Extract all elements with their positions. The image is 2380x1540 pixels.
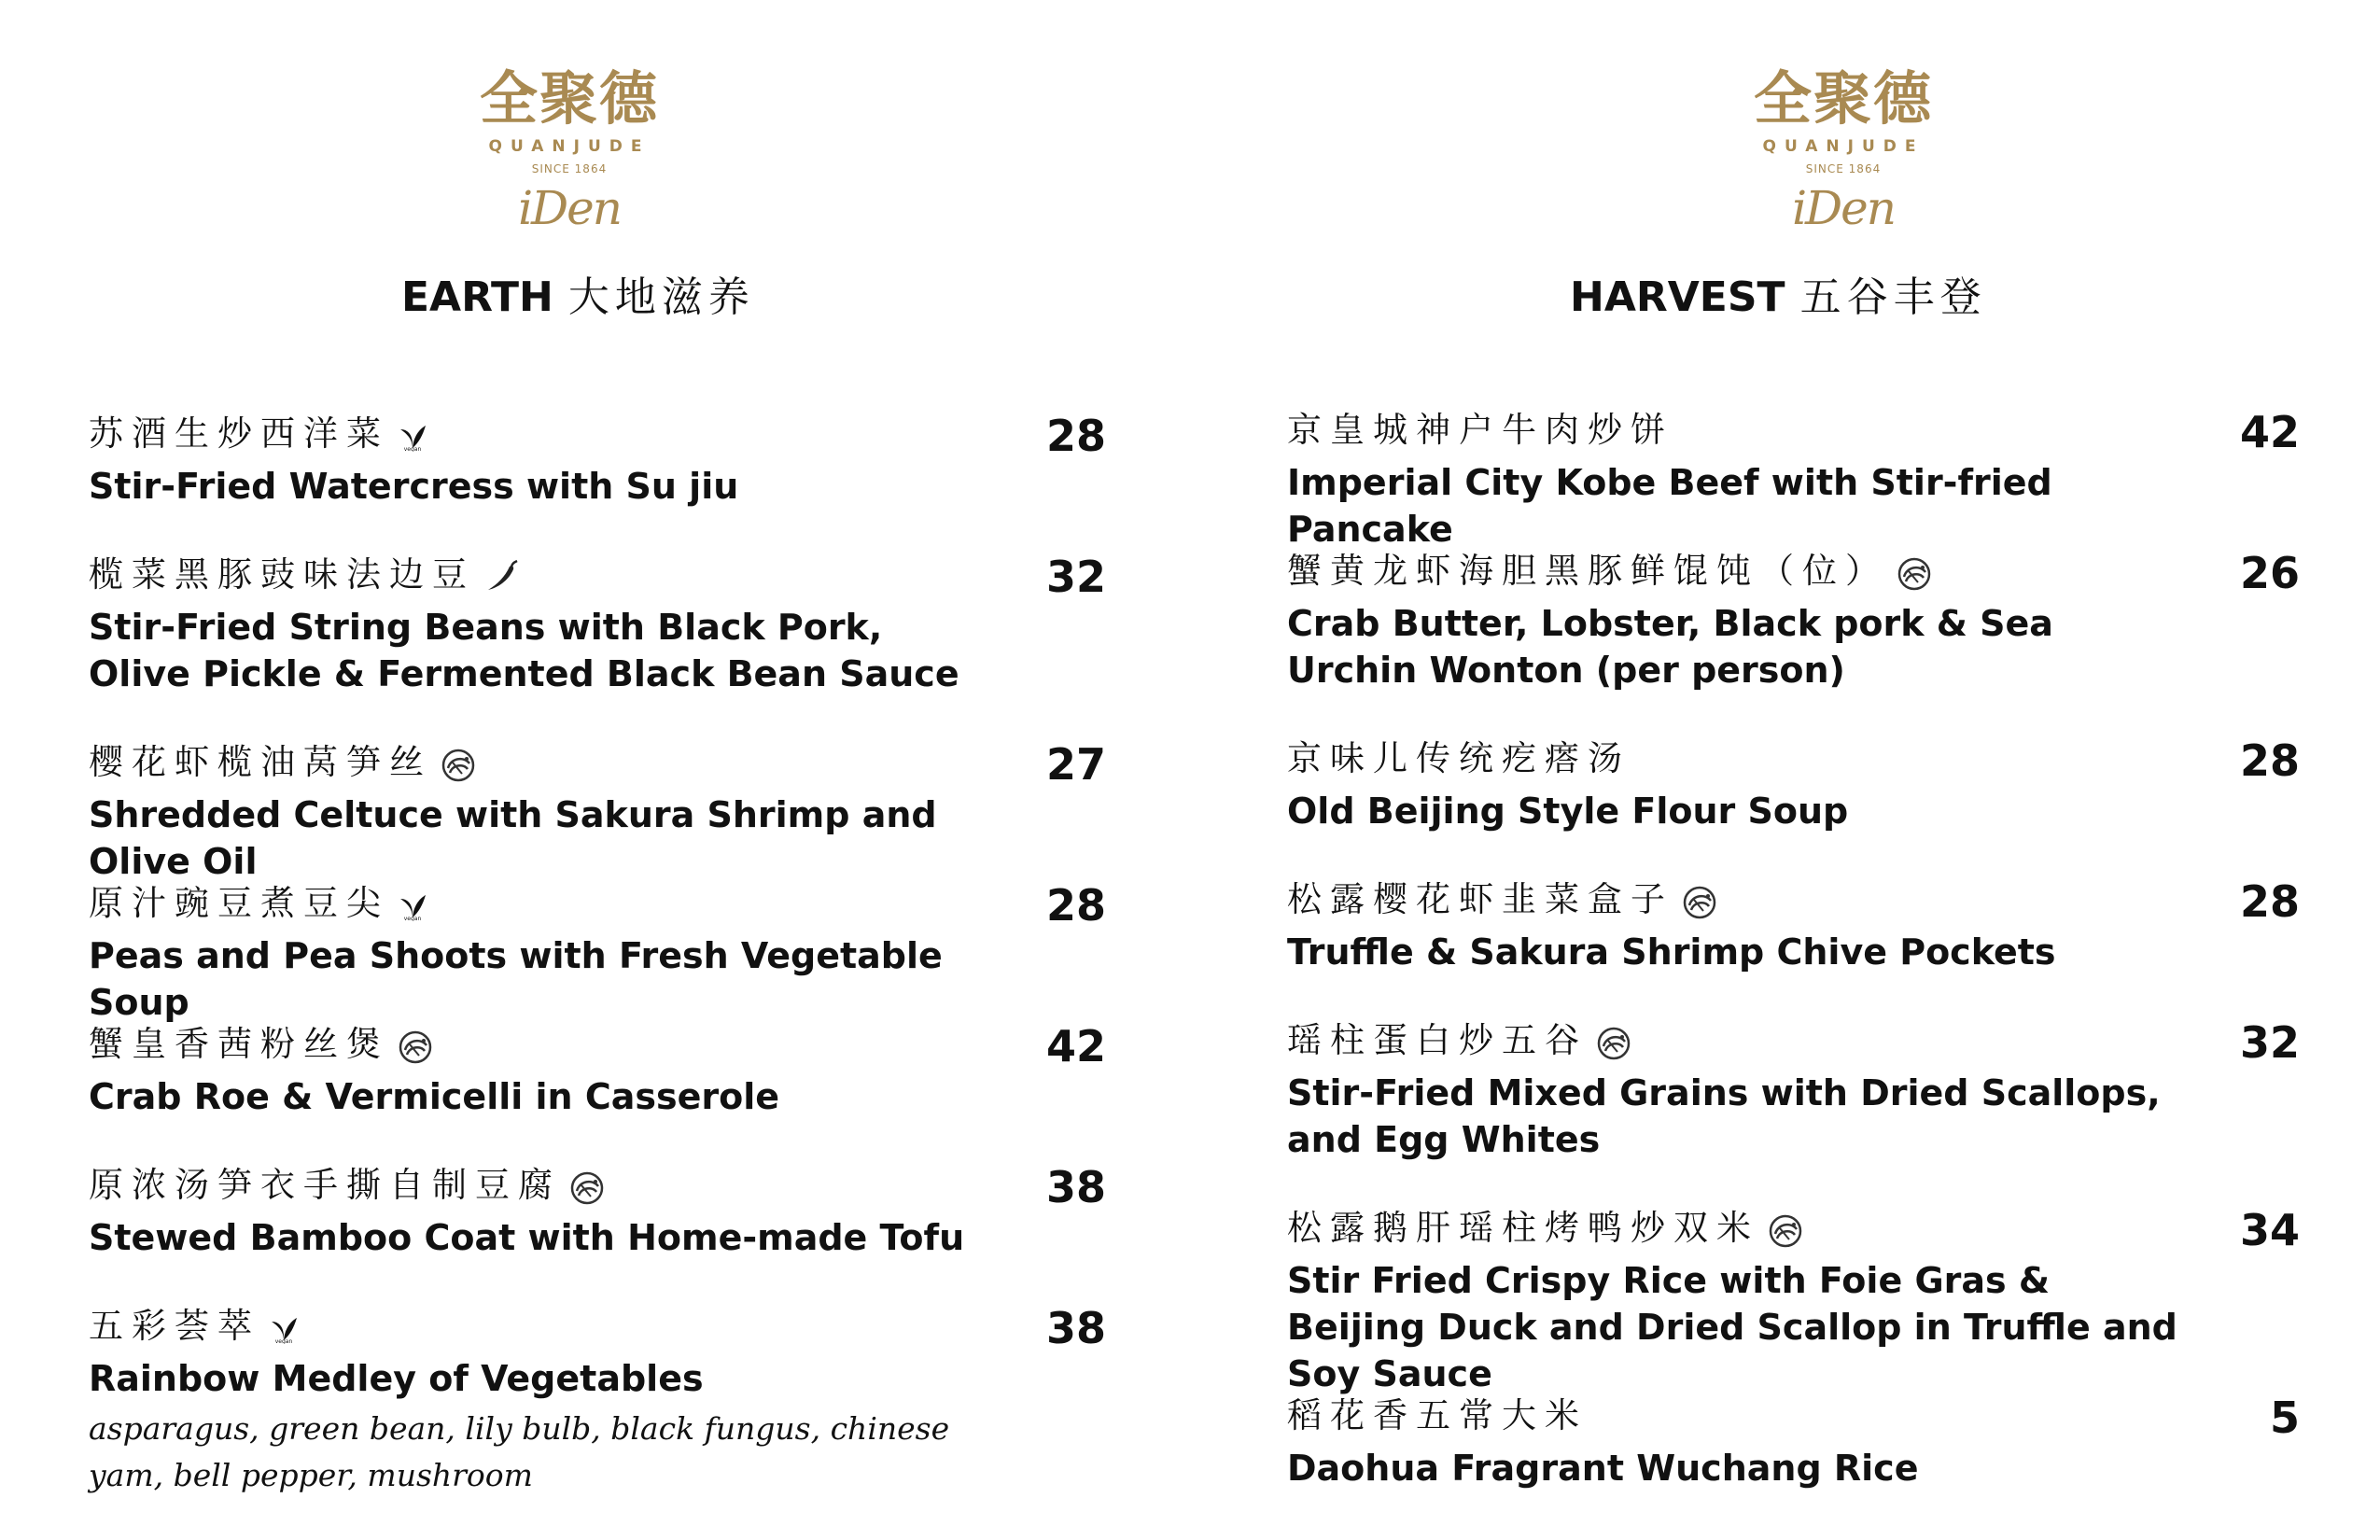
dish-name-chinese-text: 蟹黄龙虾海胆黑豚鲜馄饨（位） <box>1287 551 1888 591</box>
dish-price: 28 <box>1045 880 1106 931</box>
menu-item <box>89 405 1106 510</box>
svg-text:vegan: vegan <box>403 445 422 452</box>
dish-price: 42 <box>1045 1021 1106 1071</box>
dish-name-chinese-text: 京味儿传统疙瘩汤 <box>1287 738 1631 778</box>
dish-name-chinese <box>1287 1012 2178 1070</box>
dish-price: 42 <box>2239 407 2300 457</box>
dish-name-chinese <box>89 1015 985 1073</box>
shellfish-icon <box>568 1169 606 1206</box>
dish-name-chinese-text: 原浓汤笋衣手撕自制豆腐 <box>89 1165 561 1205</box>
sub-logo: iDen <box>518 181 621 235</box>
dish-name-chinese-text: 蟹皇香茜粉丝煲 <box>89 1024 389 1064</box>
dish-name-english: Old Beijing Style Flour Soup <box>1287 791 1849 832</box>
dish-name-chinese <box>89 875 985 932</box>
vegan-leaf-icon <box>397 420 428 452</box>
dish-name-chinese <box>1287 1199 2178 1257</box>
dish-price: 32 <box>2239 1017 2300 1068</box>
dish-name-english: Stir-Fried Watercress with Su jiu <box>89 466 739 507</box>
chili-pepper-icon <box>483 558 520 595</box>
dish-name-english: Stir-Fried Mixed Grains with Dried Scallops, and Egg Whites <box>1287 1072 2161 1160</box>
dish-price: 27 <box>1045 739 1106 790</box>
dish-name-chinese <box>89 1156 985 1214</box>
dish-name-chinese-text: 松露鹅肝瑶柱烤鸭炒双米 <box>1287 1208 1759 1248</box>
dish-name-english: Rainbow Medley of Vegetables <box>89 1358 704 1399</box>
menu-item <box>89 1297 1106 1499</box>
menu-item <box>1287 542 2300 693</box>
dish-name-chinese <box>1287 730 2178 788</box>
shellfish-icon <box>1896 554 1933 592</box>
menu-item <box>89 1015 1106 1120</box>
dish-name-chinese <box>1287 871 2178 929</box>
menu-item <box>1287 1012 2300 1163</box>
dish-name-chinese-text: 稻花香五常大米 <box>1287 1395 1588 1435</box>
menu-item <box>1287 1199 2300 1397</box>
menu-item <box>89 734 1106 885</box>
section-title-en: HARVEST <box>1570 273 1785 321</box>
dish-name-chinese <box>89 546 985 604</box>
logo-english: QUANJUDE <box>1762 137 1925 156</box>
dish-name-chinese-text: 樱花虾榄油莴笋丝 <box>89 742 432 782</box>
dish-price: 26 <box>2239 548 2300 598</box>
dish-name-chinese <box>89 734 985 791</box>
menu-item <box>89 546 1106 697</box>
dish-name-english: Crab Roe & Vermicelli in Casserole <box>89 1076 779 1117</box>
dish-price: 28 <box>2239 876 2300 927</box>
dish-price: 38 <box>1045 1303 1106 1353</box>
vegan-leaf-icon <box>397 889 428 921</box>
section-title-cn: 五谷丰登 <box>1799 273 1987 321</box>
section-title-earth <box>401 265 755 330</box>
dish-price: 32 <box>1045 552 1106 602</box>
dish-name-chinese <box>1287 542 2178 600</box>
dish-name-chinese-text: 瑶柱蛋白炒五谷 <box>1287 1020 1588 1060</box>
dish-name-english: Peas and Pea Shoots with Fresh Vegetable Soup <box>89 935 943 1023</box>
dish-description: asparagus, green bean, lily bulb, black fungus, chinese yam, bell pepper, mushroom <box>89 1410 950 1493</box>
logo-since: SINCE 1864 <box>531 162 608 175</box>
dish-price: 28 <box>2239 735 2300 786</box>
menu-column-harvest <box>1190 0 2380 1540</box>
dish-name-chinese-text: 原汁豌豆煮豆尖 <box>89 883 389 923</box>
brand-logo <box>448 63 691 237</box>
shellfish-icon <box>440 746 477 783</box>
dish-price: 34 <box>2239 1205 2300 1255</box>
logo-chinese: 全聚德 <box>479 64 659 133</box>
dish-name-chinese-text: 五彩荟萃 <box>89 1306 260 1346</box>
menu-item <box>1287 871 2300 975</box>
dish-name-chinese-text: 榄菜黑豚豉味法边豆 <box>89 554 475 595</box>
logo-since: SINCE 1864 <box>1805 162 1882 175</box>
sub-logo: iDen <box>1792 181 1895 235</box>
dish-name-english: Imperial City Kobe Beef with Stir-fried Pancake <box>1287 462 2052 550</box>
dish-name-english: Shredded Celtuce with Sakura Shrimp and Olive Oil <box>89 794 937 882</box>
dish-name-chinese <box>89 405 985 463</box>
svg-text:vegan: vegan <box>274 1337 293 1344</box>
dish-name-chinese-text: 松露樱花虾韭菜盒子 <box>1287 879 1673 919</box>
shellfish-icon <box>1681 883 1718 920</box>
dish-price: 38 <box>1045 1162 1106 1212</box>
dish-name-chinese-text: 京皇城神户牛肉炒饼 <box>1287 410 1673 450</box>
dish-name-english: Crab Butter, Lobster, Black pork & Sea Urchin Wonton (per person) <box>1287 603 2053 691</box>
logo-english: QUANJUDE <box>488 137 651 156</box>
vegan-leaf-icon <box>268 1312 300 1344</box>
menu-item <box>1287 1387 2300 1491</box>
dish-price: 5 <box>2269 1393 2300 1443</box>
dish-name-english: Stewed Bamboo Coat with Home-made Tofu <box>89 1217 965 1258</box>
dish-name-chinese <box>1287 401 2178 459</box>
menu-item <box>89 1156 1106 1261</box>
dish-name-english: Truffle & Sakura Shrimp Chive Pockets <box>1287 931 2056 973</box>
dish-name-chinese <box>1287 1387 2178 1445</box>
dish-name-english: Daohua Fragrant Wuchang Rice <box>1287 1448 1919 1489</box>
section-title-harvest <box>1570 265 1987 330</box>
dish-name-english: Stir-Fried String Beans with Black Pork, Olive Pickle & Fermented Black Bean Sauce <box>89 607 959 694</box>
shellfish-icon <box>1595 1024 1632 1061</box>
shellfish-icon <box>397 1028 434 1065</box>
svg-text:vegan: vegan <box>403 915 422 921</box>
menu-item <box>1287 730 2300 834</box>
section-title-cn: 大地滋养 <box>567 273 755 321</box>
dish-name-english: Stir Fried Crispy Rice with Foie Gras & Beijing Duck and Dried Scallop in Truffle and Soy Sauce <box>1287 1260 2177 1394</box>
section-title-en: EARTH <box>401 273 553 321</box>
logo-chinese: 全聚德 <box>1753 64 1933 133</box>
dish-price: 28 <box>1045 411 1106 461</box>
menu-item <box>1287 401 2300 553</box>
dish-name-chinese-text: 苏酒生炒西洋菜 <box>89 413 389 454</box>
brand-logo <box>1722 63 1965 237</box>
dish-name-chinese <box>89 1297 985 1355</box>
shellfish-icon <box>1767 1211 1804 1249</box>
menu-item <box>89 875 1106 1026</box>
